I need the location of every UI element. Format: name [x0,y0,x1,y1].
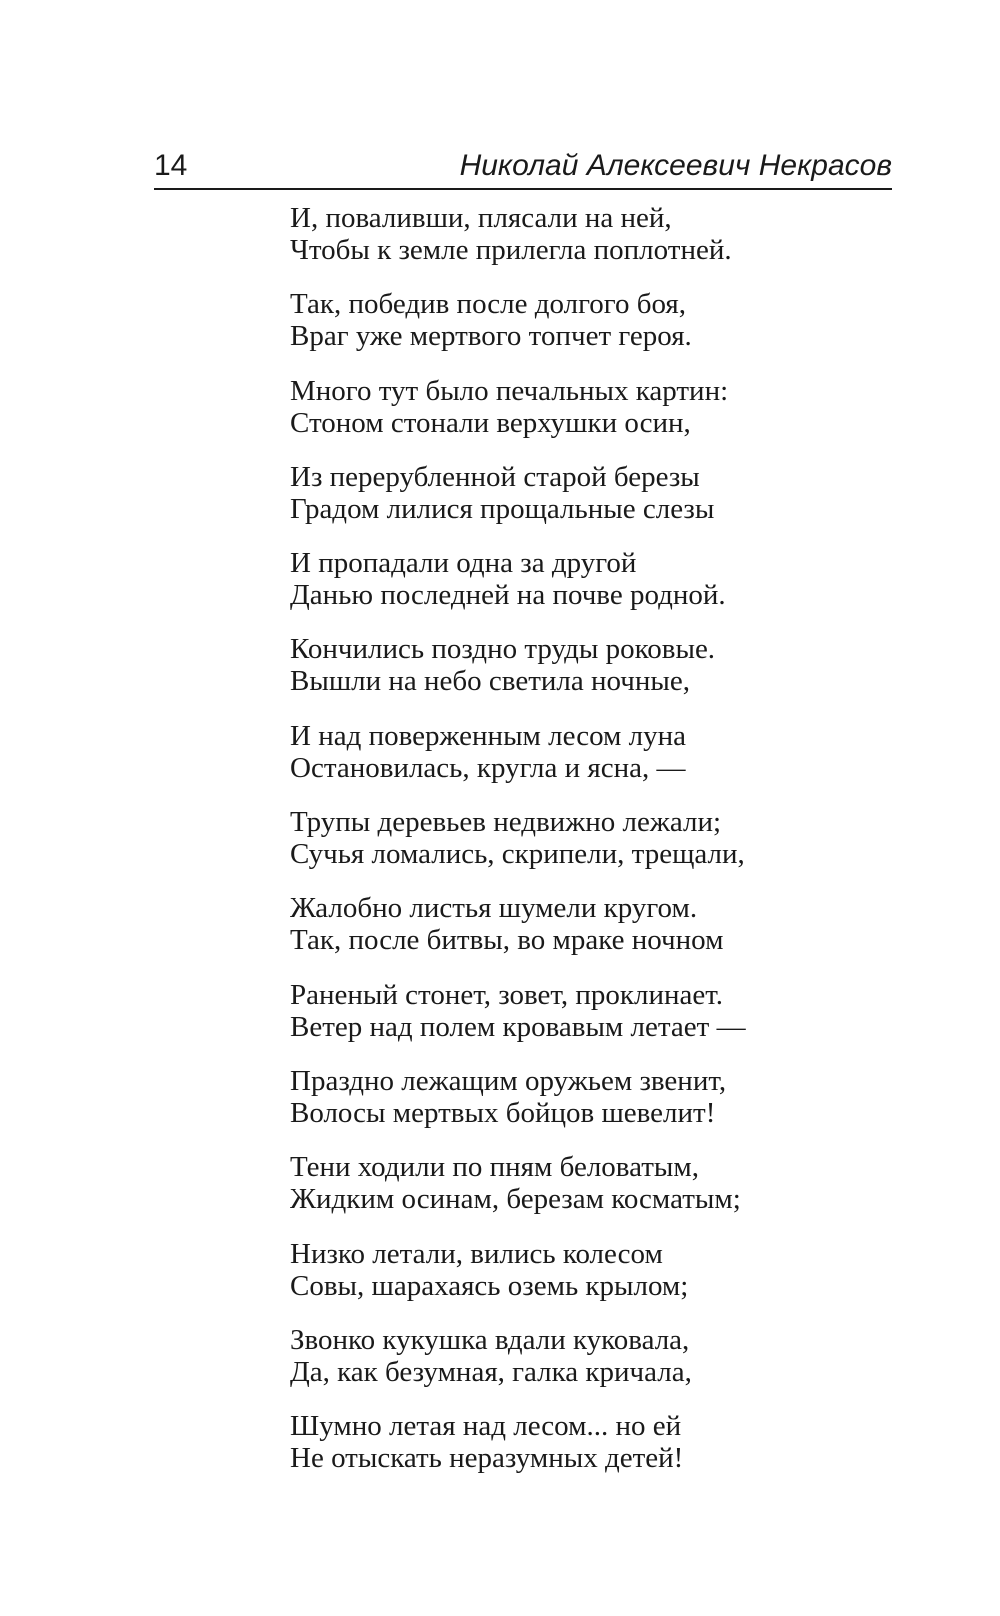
stanza [290,1065,910,1151]
stanza [290,288,910,374]
stanza [290,461,910,547]
poem-line: Вышли на небо светила ночные, [290,665,690,698]
stanza [290,1238,910,1324]
poem-line: Чтобы к земле прилегла поплотней. [290,234,732,266]
stanza [290,1151,910,1237]
poem-line: Стоном стонали верхушки осин, [290,406,691,439]
poem-line: Жидким осинам, березам косматым; [290,1183,741,1216]
running-title-author: Николай Алексеевич Некрасов [459,149,892,182]
stanza [290,892,910,978]
poem-line: Тени ходили по пням беловатым, [290,1151,700,1184]
poem-line: Волосы мертвых бойцов шевелит! [290,1096,716,1129]
poem-line: Из перерубленной старой березы [290,460,700,493]
poem-line: Звонко кукушка вдали куковала, [290,1323,690,1356]
stanza [290,1324,910,1410]
poem-line: Низко летали, вились колесом [290,1237,663,1270]
stanza [290,720,910,806]
poem-line: Не отыскать неразумных детей! [290,1442,684,1475]
poem-body [290,202,910,1496]
poem-line: Так, после битвы, во мраке ночном [290,924,724,957]
poem-line: Жалобно листья шумели кругом. [290,892,698,925]
stanza [290,375,910,461]
poem-line: И, поваливши, плясали на ней, [290,202,672,234]
poem-line: Шумно летая над лесом... но ей [290,1410,682,1443]
poem-line: Так, победив после долгого боя, [290,288,686,321]
poem-line: Трупы деревьев недвижно лежали; [290,806,722,839]
poem-line: Враг уже мертвого топчет героя. [290,320,692,353]
stanza [290,547,910,633]
page-number: 14 [154,149,188,182]
stanza [290,806,910,892]
poem-line: Кончились поздно труды роковые. [290,633,716,666]
poem-line: И пропадали одна за другой [290,547,637,580]
poem-line: Совы, шарахаясь оземь крылом; [290,1269,689,1302]
stanza [290,1410,910,1496]
stanza [290,633,910,719]
poem-line: Данью последней на почве родной. [290,579,726,612]
poem-line: И над поверженным лесом луна [290,719,687,752]
poem-line: Праздно лежащим оружьем звенит, [290,1064,727,1097]
stanza [290,979,910,1065]
poem-line: Сучья ломались, скрипели, трещали, [290,838,745,871]
poem-line: Раненый стонет, зовет, проклинает. [290,978,723,1011]
poem-line: Много тут было печальных картин: [290,374,729,407]
running-header [154,140,892,190]
poem-line: Да, как безумная, галка кричала, [290,1355,692,1388]
poem-line: Ветер над полем кровавым летает — [290,1010,746,1043]
poem-line: Градом лилися прощальные слезы [290,492,715,525]
poem-line: Остановилась, кругла и ясна, — [290,751,686,784]
stanza [290,202,910,288]
